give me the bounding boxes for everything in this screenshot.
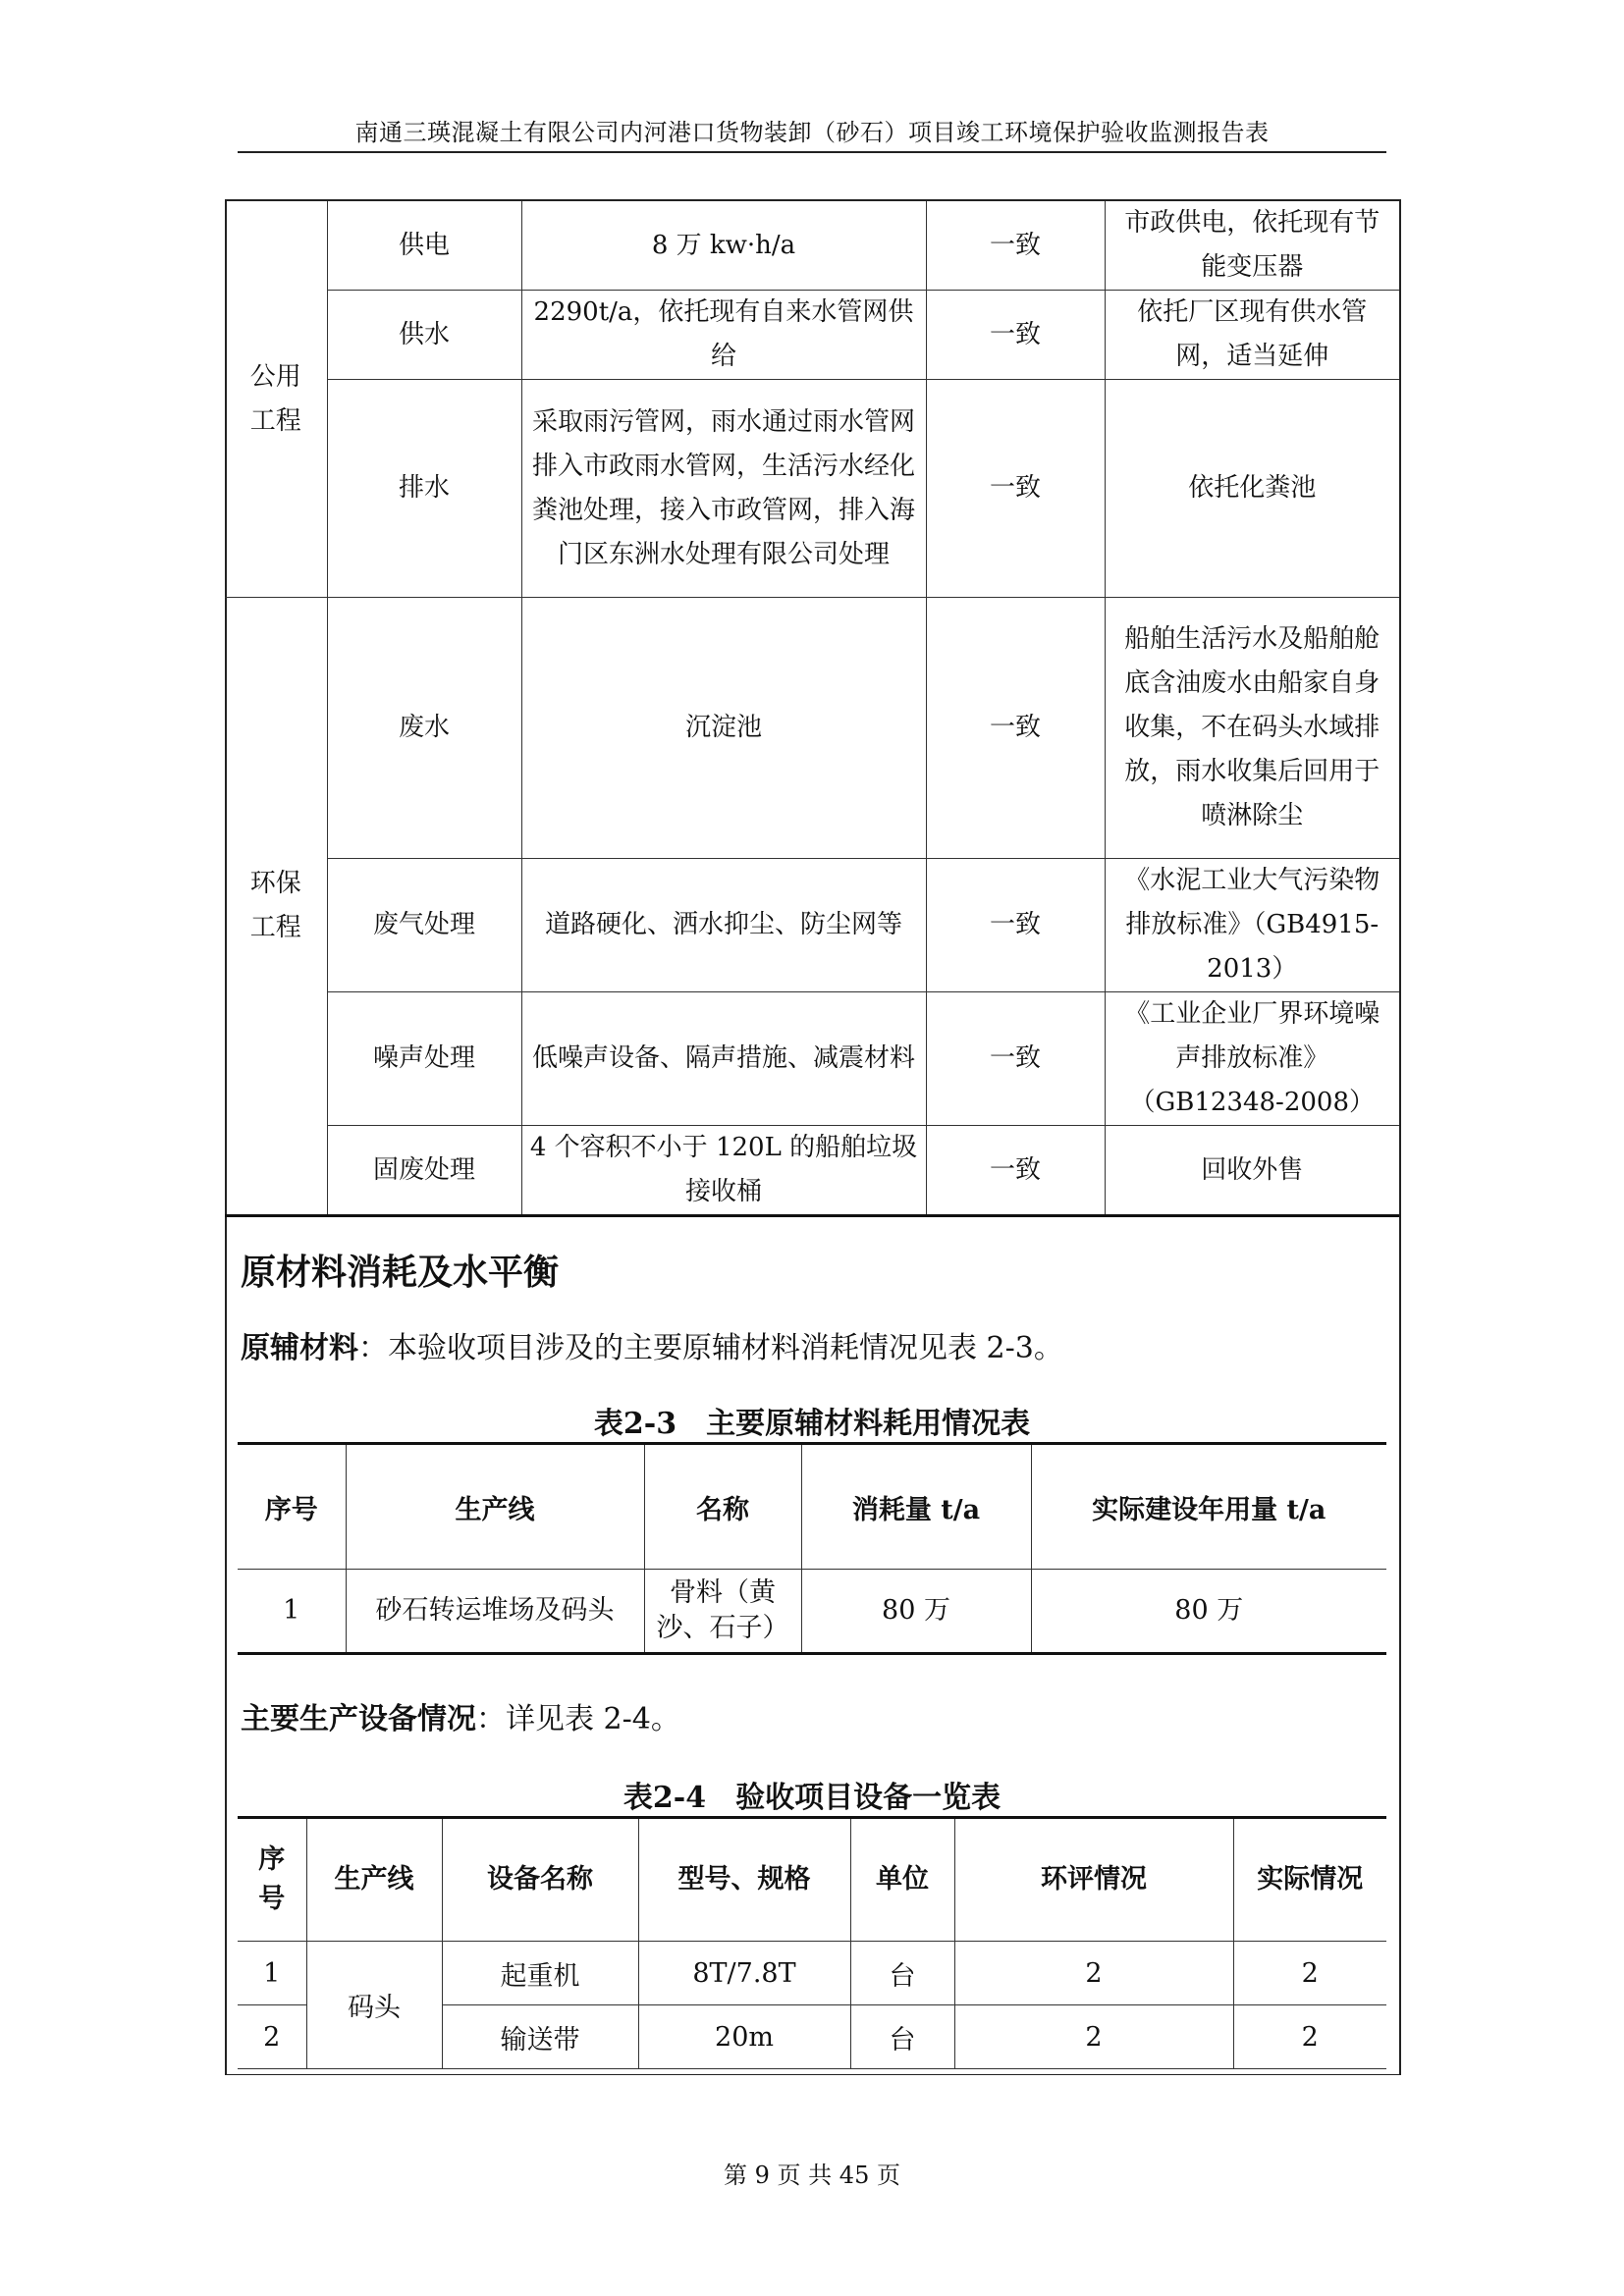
header-cell: 设备名称	[442, 1818, 638, 1942]
table-row	[225, 859, 1399, 992]
consumption: 80 万	[801, 1570, 1031, 1654]
raw-materials-paragraph	[241, 1323, 1063, 1366]
equipment-unit: 台	[850, 1942, 954, 2005]
equipment-table	[238, 1816, 1386, 2069]
status-cell: 一致	[926, 291, 1105, 380]
report-header: 南通三瑛混凝土有限公司内河港口货物装卸（砂石）项目竣工环境保护验收监测报告表	[354, 119, 1270, 146]
status-cell: 一致	[926, 380, 1105, 598]
content-cell: 采取雨污管网，雨水通过雨水管网排入市政雨水管网，生活污水经化粪池处理，接入市政管网，排入海门区东洲水处理有限公司处理	[521, 380, 926, 598]
content-cell: 4 个容积不小于 120L 的船舶垃圾接收桶	[521, 1126, 926, 1216]
item-cell: 固废处理	[327, 1126, 521, 1216]
content-cell: 道路硬化、洒水抑尘、防尘网等	[521, 859, 926, 992]
actual-count: 2	[1233, 2005, 1386, 2069]
status-cell: 一致	[926, 859, 1105, 992]
row-index: 2	[238, 2005, 306, 2069]
content-cell: 沉淀池	[521, 598, 926, 859]
note-cell: 《工业企业厂界环境噪声排放标准》（GB12348-2008）	[1105, 992, 1399, 1126]
item-cell: 排水	[327, 380, 521, 598]
project-composition-body	[225, 201, 1399, 1216]
row-index: 1	[238, 1942, 306, 2005]
category-cell: 公用 工程	[225, 201, 327, 598]
content-cell: 8 万 kw·h/a	[521, 201, 926, 291]
table-row	[238, 1570, 1386, 1654]
table-row	[225, 598, 1399, 859]
note-cell: 依托化粪池	[1105, 380, 1399, 598]
header-cell: 序号	[238, 1444, 346, 1570]
equipment-name: 输送带	[442, 2005, 638, 2069]
project-composition-table	[225, 201, 1399, 1217]
eia-count: 2	[954, 1942, 1233, 2005]
equipment-spec: 8T/7.8T	[638, 1942, 850, 2005]
raw-materials-label: 原辅材料	[241, 1331, 358, 1365]
note-cell: 依托厂区现有供水管网，适当延伸	[1105, 291, 1399, 380]
header-rule	[238, 151, 1386, 153]
header-cell: 生产线	[346, 1444, 644, 1570]
row-index: 1	[238, 1570, 346, 1654]
header-cell: 生产线	[306, 1818, 442, 1942]
section-heading: 原材料消耗及水平衡	[241, 1252, 560, 1293]
table-row	[225, 380, 1399, 598]
production-line: 码头	[306, 1942, 442, 2069]
header-index: 序号	[258, 1844, 286, 1914]
page-number: 第 9 页 共 45 页	[724, 2162, 900, 2189]
item-cell: 废水	[327, 598, 521, 859]
content-cell: 低噪声设备、隔声措施、减震材料	[521, 992, 926, 1126]
status-cell: 一致	[926, 598, 1105, 859]
table-row	[238, 1942, 1386, 2005]
header-cell: 实际情况	[1233, 1818, 1386, 1942]
status-cell: 一致	[926, 201, 1105, 291]
material-name: 骨料（黄沙、石子）	[644, 1570, 801, 1654]
table-2-3-caption: 表2-3 主要原辅材料耗用情况表	[593, 1407, 1031, 1441]
equipment-unit: 台	[850, 2005, 954, 2069]
equipment-spec: 20m	[638, 2005, 850, 2069]
table-2-4-caption: 表2-4 验收项目设备一览表	[623, 1781, 1001, 1815]
table-row	[225, 1126, 1399, 1216]
header-cell: 单位	[850, 1818, 954, 1942]
header-cell: 名称	[644, 1444, 801, 1570]
equipment-label: 主要生产设备情况	[241, 1702, 476, 1736]
equipment-paragraph	[241, 1694, 680, 1737]
header-cell: 型号、规格	[638, 1818, 850, 1942]
header-cell	[238, 1818, 306, 1942]
item-cell: 供电	[327, 201, 521, 291]
item-cell: 废气处理	[327, 859, 521, 992]
equipment-name: 起重机	[442, 1942, 638, 2005]
status-cell: 一致	[926, 992, 1105, 1126]
note-cell: 回收外售	[1105, 1126, 1399, 1216]
item-cell: 供水	[327, 291, 521, 380]
table-row	[225, 291, 1399, 380]
note-cell: 市政供电，依托现有节能变压器	[1105, 201, 1399, 291]
content-cell: 2290t/a，依托现有自来水管网供给	[521, 291, 926, 380]
eia-count: 2	[954, 2005, 1233, 2069]
equipment-header-row	[238, 1818, 1386, 1942]
production-line: 砂石转运堆场及码头	[346, 1570, 644, 1654]
raw-materials-table	[238, 1442, 1386, 1655]
note-cell: 船舶生活污水及船舶舱底含油废水由船家自身收集，不在码头水域排放，雨水收集后回用于喷淋除尘	[1105, 598, 1399, 859]
item-cell: 噪声处理	[327, 992, 521, 1126]
actual-usage: 80 万	[1031, 1570, 1386, 1654]
raw-materials-header-row	[238, 1444, 1386, 1570]
category-cell: 环保 工程	[225, 598, 327, 1216]
header-cell: 环评情况	[954, 1818, 1233, 1942]
header-cell: 实际建设年用量 t/a	[1031, 1444, 1386, 1570]
table-row	[225, 992, 1399, 1126]
status-cell: 一致	[926, 1126, 1105, 1216]
table-row	[225, 201, 1399, 291]
actual-count: 2	[1233, 1942, 1386, 2005]
equipment-text: ：详见表 2-4。	[476, 1702, 680, 1736]
raw-materials-text: ：本验收项目涉及的主要原辅材料消耗情况见表 2-3。	[358, 1331, 1063, 1365]
header-cell: 消耗量 t/a	[801, 1444, 1031, 1570]
note-cell: 《水泥工业大气污染物排放标准》（GB4915-2013）	[1105, 859, 1399, 992]
